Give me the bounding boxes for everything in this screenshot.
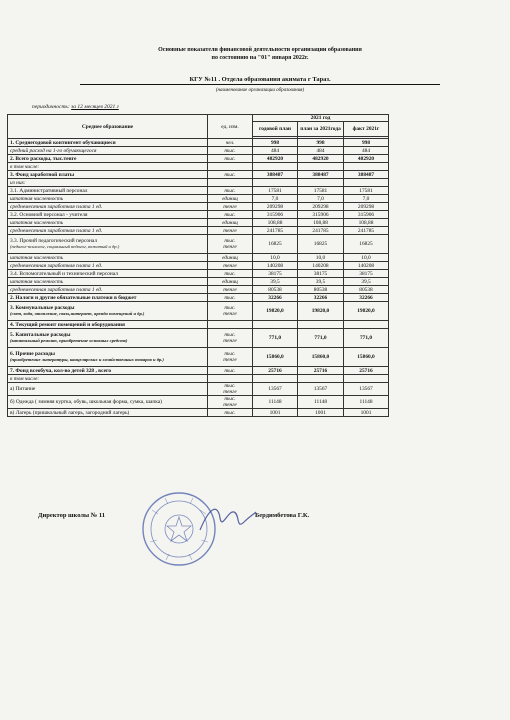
row-value-v2: 80538 [298,286,344,294]
row-unit [208,302,253,321]
row-name [8,383,208,396]
row-unit [208,179,253,187]
row-name-text: в том числе: [10,163,40,170]
row-value-v2: 32266 [298,294,344,302]
row-value-v1: 11148 [253,396,298,409]
table-row [8,163,389,171]
row-name [8,278,208,286]
row-value-v1: 209298 [253,203,298,211]
row-unit-text: тыс. [224,396,236,402]
row-name-text: 7. Фонд всеобуча, кол-во детей 328 , всего [10,367,112,374]
row-value-v3: 16825 [344,235,389,254]
row-unit-text: тенге [223,262,237,269]
financial-table [7,114,389,417]
row-value-v1 [253,375,298,383]
row-name [8,367,208,375]
row-value-v3: 38175 [344,270,389,278]
row-value-v1 [253,179,298,187]
row-unit-text: тыс. [224,187,236,194]
table-body [8,139,389,417]
row-unit-text: единиц [222,195,238,202]
row-subtext: (приобретение литературы, канцелярских и хозяйственных товаров и др.) [10,357,164,363]
row-name-text: среднемесячная заработная плата 1 ед. [10,203,103,210]
row-name-text: в) Лагерь (пришкольный лагерь, загородний лагерь) [10,409,130,416]
row-value-v2: 25716 [298,367,344,375]
table-row [8,139,389,147]
row-value-v3: 1001 [344,409,389,417]
header-fact: факт 2021г [344,122,389,137]
row-unit [208,155,253,163]
row-name [8,321,208,329]
row-value-v3: 15860,0 [344,348,389,367]
row-unit [208,187,253,195]
row-name [8,235,208,254]
period-label: периодичность: [32,104,70,110]
row-name-text: штатная численность [10,195,64,202]
row-value-v2 [298,179,344,187]
row-unit [208,409,253,417]
row-name [8,227,208,235]
row-name-text: средний расход на 1-го обучающегося [10,147,97,154]
row-unit-text: тыс. [224,238,236,244]
row-name [8,187,208,195]
row-unit-text-2: тенге [223,357,237,363]
row-name-text: штатная численность [10,219,64,226]
row-value-v1 [253,163,298,171]
row-value-v2: 11148 [298,396,344,409]
table-row [8,329,389,348]
row-value-v1: 17581 [253,187,298,195]
row-value-v2 [298,321,344,329]
row-unit [208,211,253,219]
row-name [8,179,208,187]
row-value-v2: 998 [298,139,344,147]
row-value-v3 [344,163,389,171]
row-unit [208,375,253,383]
row-name [8,163,208,171]
row-name-text: среднемесячная заработная плата 1 ед. [10,262,103,269]
row-value-v3: 484 [344,147,389,155]
row-value-v2: 19820,0 [298,302,344,321]
organization-caption: (наименование организации образования) [215,88,305,93]
table-row [8,262,389,270]
row-unit [208,195,253,203]
table-row [8,270,389,278]
row-name [8,375,208,383]
table-row [8,375,389,383]
row-value-v3: 771,0 [344,329,389,348]
table-row [8,187,389,195]
signature-title: Директор школы № 11 [38,512,106,519]
row-value-v3: 482920 [344,155,389,163]
row-unit [208,203,253,211]
row-unit-text: тыс. [224,147,236,154]
row-unit-text: тыс. [224,409,236,416]
row-unit [208,286,253,294]
row-unit [208,163,253,171]
table-row [8,348,389,367]
row-value-v1: 39,5 [253,278,298,286]
row-value-v1: 19820,0 [253,302,298,321]
table-row [8,383,389,396]
row-unit-text: тыс. [224,332,236,338]
table-row [8,367,389,375]
table-row [8,321,389,329]
table-row [8,195,389,203]
row-name [8,203,208,211]
row-unit-text: тыс. [224,305,236,311]
row-value-v3: 241785 [344,227,389,235]
row-value-v2: 140208 [298,262,344,270]
row-value-v1: 15860,0 [253,348,298,367]
table-row [8,294,389,302]
row-name-text: среднемесячная заработная плата 1 ед. [10,227,103,234]
row-name-text: а) Питание [10,386,36,392]
row-value-v3: 19820,0 [344,302,389,321]
row-name [8,171,208,179]
row-unit-text: тенге [223,203,237,210]
row-value-v3: 7,0 [344,195,389,203]
row-unit-text: тыс. [224,171,236,178]
row-name-text: 4. Текущий ремонт помещений и оборудования [10,321,125,328]
row-subtext: (капитальный ремонт, приобретение основных средств) [10,338,128,344]
header-year: 2021 год [253,115,389,122]
table-row [8,211,389,219]
row-unit [208,227,253,235]
row-value-v1: 25716 [253,367,298,375]
row-unit [208,294,253,302]
table-row [8,286,389,294]
row-value-v3: 998 [344,139,389,147]
header-plan-year: годовой план [253,122,298,137]
row-unit [208,278,253,286]
row-unit-text: тенге [223,227,237,234]
row-unit-text: тыс. [224,351,236,357]
row-value-v2: 388487 [298,171,344,179]
row-value-v2: 16825 [298,235,344,254]
organization-name: КГУ №11 . Отдела образования акимата г Тараз. [80,76,440,85]
table-row [8,155,389,163]
row-value-v2: 209298 [298,203,344,211]
row-unit [208,383,253,396]
row-value-v2: 17581 [298,187,344,195]
row-value-v1: 13567 [253,383,298,396]
table-row [8,227,389,235]
table-row [8,254,389,262]
row-name [8,254,208,262]
row-value-v2: 484 [298,147,344,155]
row-name [8,270,208,278]
row-unit-text-2: тенге [223,338,237,344]
row-name-text: 3.1. Административный персонал [10,187,88,194]
table-row [8,219,389,227]
header-unit: ед. изм. [208,115,253,139]
row-value-v3: 80538 [344,286,389,294]
table-row [8,302,389,321]
report-title-line1: Основные показатели финансовой деятельности организации образования [158,47,362,53]
row-value-v3: 11148 [344,396,389,409]
row-name [8,211,208,219]
handwritten-signature-icon [196,500,258,540]
row-name-text: штатная численность [10,278,64,285]
row-name-text: 6. Прочие расходы [10,351,56,358]
row-name [8,139,208,147]
row-value-v3 [344,375,389,383]
row-name-text: 3. Фонд заработной платы [10,171,75,178]
row-unit [208,367,253,375]
row-value-v3 [344,179,389,187]
row-name-text: 3.2. Основной персонал - учителя [10,211,88,218]
row-value-v3: 108,88 [344,219,389,227]
row-unit-text: тенге [223,286,237,293]
row-value-v1: 140208 [253,262,298,270]
row-value-v1: 32266 [253,294,298,302]
table-row [8,171,389,179]
row-name-text: 2. Всего расходы, тыс.тенге [10,155,77,162]
row-value-v1: 38175 [253,270,298,278]
row-unit [208,348,253,367]
row-unit-text: тыс. [224,294,236,301]
row-value-v3: 17581 [344,187,389,195]
row-unit [208,329,253,348]
row-name-text: 3.3. Прочий педагогический персонал [10,238,98,245]
row-value-v2 [298,163,344,171]
row-value-v3: 209298 [344,203,389,211]
row-name-text: из них: [10,179,26,186]
row-subtext: (педагог-психолог, социальный педагог, вожатый и др.) [10,244,120,250]
row-value-v3: 39,5 [344,278,389,286]
row-unit-text: единиц [222,278,238,285]
row-name [8,147,208,155]
row-name [8,396,208,409]
row-name [8,219,208,227]
row-unit [208,219,253,227]
row-name-text: штатная численность [10,254,64,261]
table-row [8,147,389,155]
row-name-text: 1. Среднегодовой контингент обучающиеся [10,139,116,146]
row-unit [208,321,253,329]
row-value-v2: 241785 [298,227,344,235]
row-value-v1: 10,0 [253,254,298,262]
row-value-v3: 140208 [344,262,389,270]
row-name-text: среднемесячная заработная плата 1 ед. [10,286,103,293]
row-unit [208,235,253,254]
row-value-v2: 108,88 [298,219,344,227]
row-value-v1: 241785 [253,227,298,235]
row-name [8,195,208,203]
row-value-v3: 32266 [344,294,389,302]
row-value-v3 [344,321,389,329]
row-value-v3: 10,0 [344,254,389,262]
table-row [8,179,389,187]
row-unit [208,396,253,409]
row-name-text: 5. Капитальные расходы [10,332,71,339]
table-row [8,235,389,254]
row-unit-text: тыс. [224,383,236,389]
row-unit-text-2: тенге [223,311,237,317]
row-name [8,294,208,302]
row-value-v1: 771,0 [253,329,298,348]
row-value-v3: 315906 [344,211,389,219]
row-subtext: (свет, вода, отопление, связь,интернет, аренда помещений и др.) [10,311,145,317]
signature-name: Бердимбетова Г.К. [255,512,310,519]
row-unit [208,171,253,179]
row-unit-text: тыс. [224,155,236,162]
row-value-v1: 998 [253,139,298,147]
row-name [8,155,208,163]
report-title [60,46,460,62]
row-value-v1: 1001 [253,409,298,417]
row-name [8,409,208,417]
table-row [8,396,389,409]
row-value-v1: 80538 [253,286,298,294]
period-line [32,104,119,110]
row-value-v2 [298,375,344,383]
row-unit-text-2: тенге [223,402,237,408]
row-name-text: б) Одежда ( зимняя куртка, обувь, школьная форма, сумка, шапка) [10,399,162,405]
table-row [8,203,389,211]
row-name-text: 3. Коммунальные расходы [10,305,75,312]
row-unit [208,147,253,155]
row-value-v1: 482920 [253,155,298,163]
row-unit-text: тыс. [224,270,236,277]
row-value-v1: 108,88 [253,219,298,227]
header-plan-2021: план за 2021года [298,122,344,137]
row-unit-text-2: тенге [223,244,237,250]
row-value-v2: 39,5 [298,278,344,286]
row-value-v3: 13567 [344,383,389,396]
row-name [8,286,208,294]
row-value-v1 [253,321,298,329]
row-value-v2: 771,0 [298,329,344,348]
row-value-v2: 7,0 [298,195,344,203]
row-value-v2: 13567 [298,383,344,396]
row-value-v2: 1001 [298,409,344,417]
row-name-text: в том числе: [10,375,40,382]
row-name [8,302,208,321]
row-value-v3: 388487 [344,171,389,179]
row-unit-text: чел. [225,139,235,146]
row-value-v1: 388487 [253,171,298,179]
header-name: Среднее образование [8,115,208,139]
row-unit [208,139,253,147]
row-unit [208,254,253,262]
table-row [8,278,389,286]
row-name [8,329,208,348]
row-value-v1: 315906 [253,211,298,219]
row-name-text: 2. Налоги и другие обязательные платежи в бюджет [10,294,137,301]
row-value-v2: 315906 [298,211,344,219]
row-unit-text: единиц [222,219,238,226]
row-value-v2: 10,0 [298,254,344,262]
report-title-line2: по состоянию на "01" января 2022г. [211,55,309,61]
row-value-v1: 7,0 [253,195,298,203]
row-unit-text: единиц [222,254,238,261]
row-name-text: 3.4. Вспомогательный и технический персонал [10,270,118,277]
period-value: за 12 месяцев 2021 г [71,104,119,110]
row-unit-text: тыс. [224,211,236,218]
row-name [8,348,208,367]
row-value-v3: 25716 [344,367,389,375]
row-value-v2: 15860,0 [298,348,344,367]
row-unit-text-2: тенге [223,389,237,395]
row-unit-text: тыс. [224,367,236,374]
row-unit [208,262,253,270]
table-row [8,409,389,417]
row-name [8,262,208,270]
row-unit [208,270,253,278]
row-value-v1: 16825 [253,235,298,254]
row-value-v2: 38175 [298,270,344,278]
row-value-v1: 484 [253,147,298,155]
row-value-v2: 482920 [298,155,344,163]
